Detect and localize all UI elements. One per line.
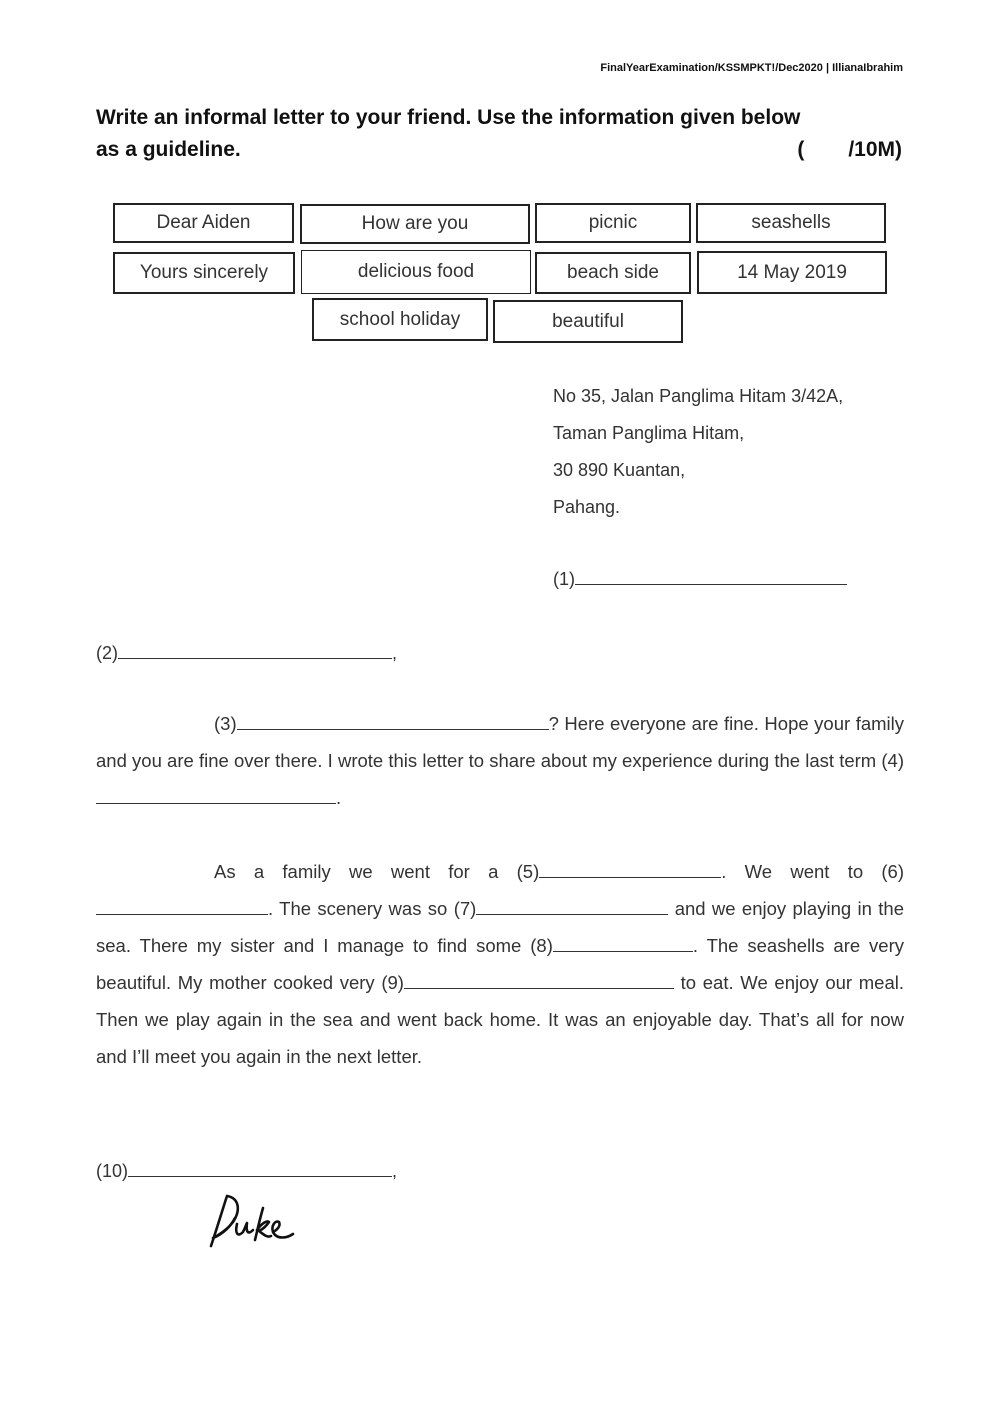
answer-line (96, 896, 268, 915)
marks-allocation (797, 134, 904, 166)
paragraph-text: . The scenery was so (7) (268, 898, 477, 919)
word-label: delicious food (357, 261, 475, 282)
instruction-line-2: as a guideline. (96, 138, 241, 161)
blank-number: (10) (96, 1161, 129, 1181)
paragraph-text: (3) (214, 713, 237, 734)
word-box (312, 298, 488, 341)
word-box (300, 204, 530, 244)
answer-line (553, 933, 693, 952)
paragraph-text: . We went to (6) (721, 861, 904, 882)
word-box (113, 203, 294, 243)
address-line: Pahang. (553, 497, 621, 517)
paragraph-text: . (336, 787, 342, 808)
blank-suffix: , (392, 643, 398, 663)
word-box (493, 300, 683, 343)
word-box (535, 203, 691, 243)
paragraph-text: As a family we went for a (5) (214, 861, 540, 882)
marks-value: /10M) (848, 138, 902, 161)
word-label: seashells (751, 212, 831, 233)
word-label: 14 May 2019 (737, 261, 847, 283)
closing-blank (96, 1158, 397, 1182)
paragraph-text: to eat. We enjoy our meal. Then we play again in the sea and went back home. It was an enjoyable day. That’s all for now and I’ll meet you again in the next letter. (96, 972, 904, 1067)
blank-number: (2) (96, 643, 118, 663)
word-label: How are you (361, 213, 469, 234)
paragraph-text: . The seashells are very beautiful. My mother cooked very (9) (96, 935, 905, 993)
address-line: No 35, Jalan Panglima Hitam 3/42A, (553, 386, 844, 406)
word-box (697, 251, 887, 294)
answer-line (404, 970, 674, 989)
word-label: Dear Aiden (156, 212, 251, 233)
letter-paragraph-2 (96, 853, 904, 1075)
address-line: 30 890 Kuantan, (553, 460, 686, 480)
date-blank (553, 566, 847, 590)
paragraph-text: ? Here everyone are fine. Hope your family and you are fine over there. I wrote this letter to share about my experience during the last term (4) (96, 713, 904, 771)
marks-open-paren: ( (797, 138, 805, 161)
address-line: Taman Panglima Hitam, (553, 423, 745, 443)
answer-line (575, 566, 847, 585)
word-box (113, 252, 295, 294)
word-label: beautiful (552, 310, 624, 332)
word-box (535, 252, 691, 294)
signature-icon (205, 1188, 305, 1258)
answer-line (118, 640, 392, 659)
blank-number: (1) (553, 569, 575, 589)
answer-line (476, 896, 668, 915)
word-label: beach side (567, 262, 659, 283)
sender-address (553, 378, 843, 526)
question-instruction (96, 102, 904, 166)
instruction-line-1: Write an informal letter to your friend. Use the information given below (96, 106, 801, 129)
answer-line (96, 785, 336, 804)
header-reference: FinalYearExamination/KSSMPKT!/Dec2020 | IllianaIbrahim (600, 62, 903, 74)
salutation-blank (96, 640, 397, 664)
answer-line (128, 1158, 392, 1177)
blank-suffix: , (392, 1161, 398, 1181)
paragraph-text: and we enjoy playing in the sea. There my sister and I manage to find some (8) (96, 898, 904, 956)
word-box (696, 203, 886, 243)
handwritten-signature (205, 1188, 305, 1263)
instruction-line-2-row (96, 134, 904, 166)
word-label: school holiday (339, 308, 461, 330)
word-box (301, 250, 531, 294)
answer-line (237, 711, 549, 730)
word-label: Yours sincerely (139, 262, 269, 283)
answer-line (539, 859, 721, 878)
word-label: picnic (588, 212, 638, 233)
letter-paragraph-1 (96, 705, 904, 816)
